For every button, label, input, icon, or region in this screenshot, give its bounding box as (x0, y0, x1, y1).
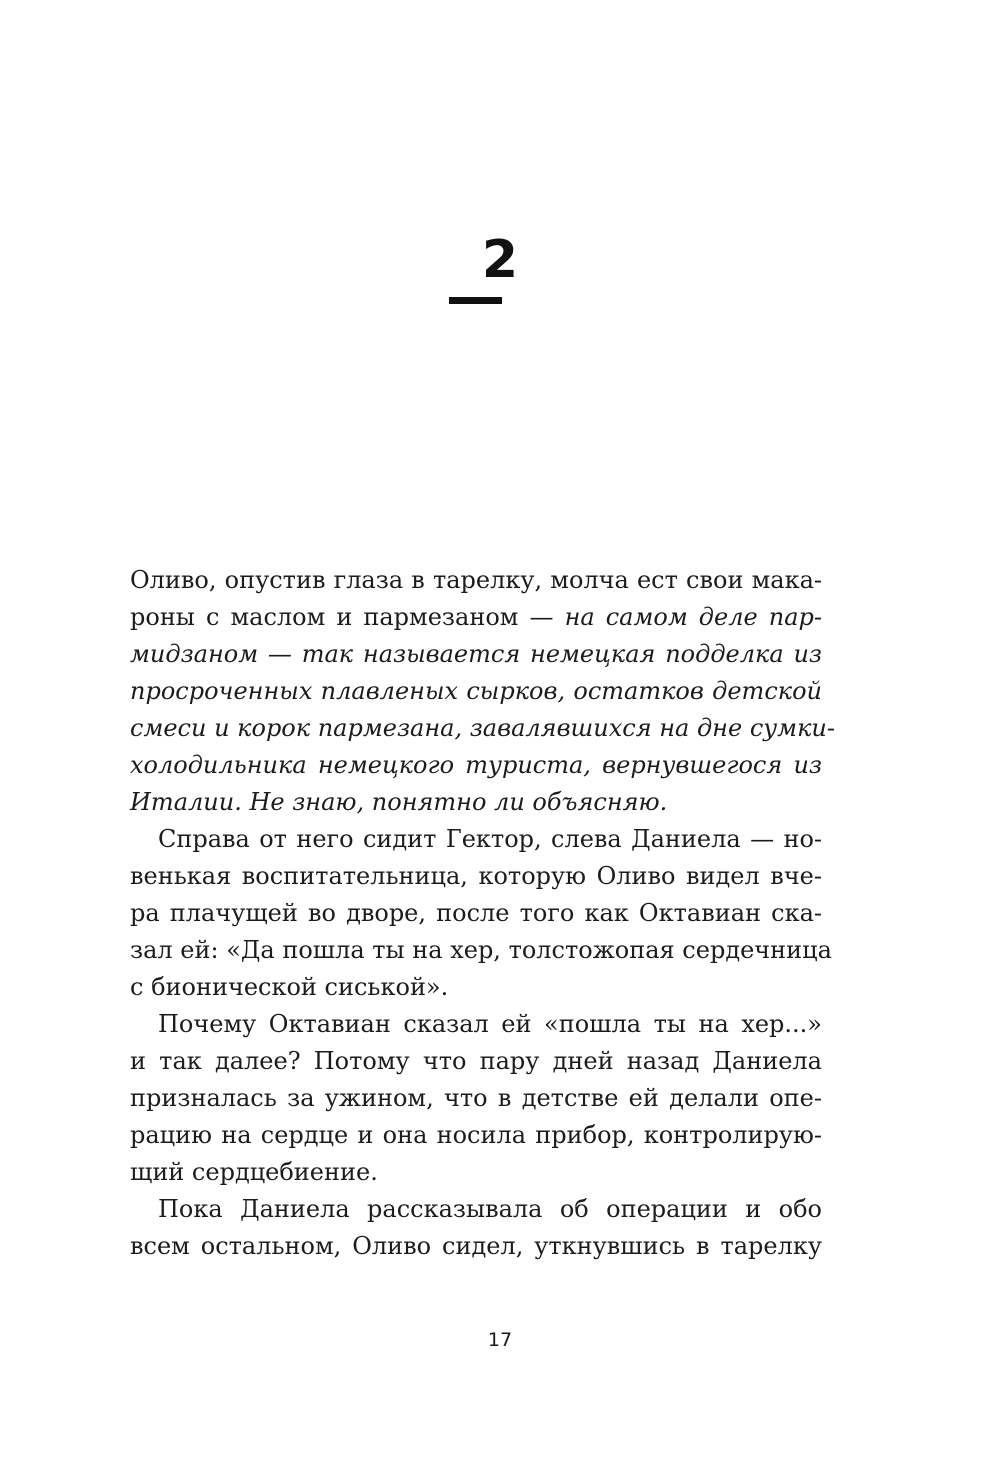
text-segment: венькая воспитательница, которую Оливо видел вче- (130, 862, 822, 890)
text-segment: и так далее? Потому что пару дней назад Даниела (130, 1047, 822, 1075)
text-segment: Оливо, опустив глаза в тарелку, молча ест свои мака- (130, 566, 822, 594)
text-segment: зал ей: «Да пошла ты на хер, толстожопая сердечница (130, 936, 832, 964)
text-line (130, 1043, 822, 1080)
text-segment: всем остальном, Оливо сидел, уткнувшись в тарелку (130, 1232, 822, 1260)
text-line (130, 599, 822, 636)
text-line (130, 1006, 822, 1043)
text-line (130, 636, 822, 673)
text-line (130, 673, 822, 710)
text-line (130, 1080, 822, 1117)
text-line (130, 784, 822, 821)
text-line (130, 562, 822, 599)
page-number: 17 (487, 1329, 513, 1351)
text-line (130, 932, 832, 969)
body-text (130, 562, 835, 1265)
text-line (130, 1191, 822, 1228)
text-segment: на самом деле пар- (564, 603, 823, 631)
text-segment: Пока Даниела рассказывала об операции и обо (158, 1195, 822, 1223)
text-line (130, 1117, 822, 1154)
text-line (130, 969, 822, 1006)
text-segment: смеси и корок пармезана, завалявшихся на дне сумки- (130, 714, 835, 742)
text-segment: Справа от него сидит Гектор, слева Даниела — но- (158, 825, 822, 853)
chapter-number: 2 (481, 230, 519, 290)
text-segment: Почему Октавиан сказал ей «пошла ты на хер...» (158, 1010, 822, 1038)
text-segment: призналась за ужином, что в детстве ей делали опе- (130, 1084, 822, 1112)
text-line (130, 895, 822, 932)
text-segment: с бионической сиськой». (130, 973, 449, 1001)
text-line (130, 747, 822, 784)
chapter-rule (449, 297, 502, 304)
text-line (130, 858, 822, 895)
text-segment: холодильника немецкого туриста, вернувшегося из (130, 751, 822, 779)
text-segment: роны с маслом и пармезаном — (130, 603, 565, 631)
text-line (130, 710, 835, 747)
text-line (130, 1154, 822, 1191)
text-segment: щий сердцебиение. (130, 1158, 378, 1186)
text-line (130, 1228, 822, 1265)
text-line (130, 821, 822, 858)
text-segment: Италии. Не знаю, понятно ли объясняю. (130, 788, 668, 816)
text-segment: просроченных плавленых сырков, остатков детской (130, 677, 822, 705)
text-segment: ра плачущей во дворе, после того как Октавиан ска- (130, 899, 822, 927)
text-segment: рацию на сердце и она носила прибор, контролирую- (130, 1121, 822, 1149)
text-segment: мидзаном — так называется немецкая подделка из (130, 640, 822, 668)
